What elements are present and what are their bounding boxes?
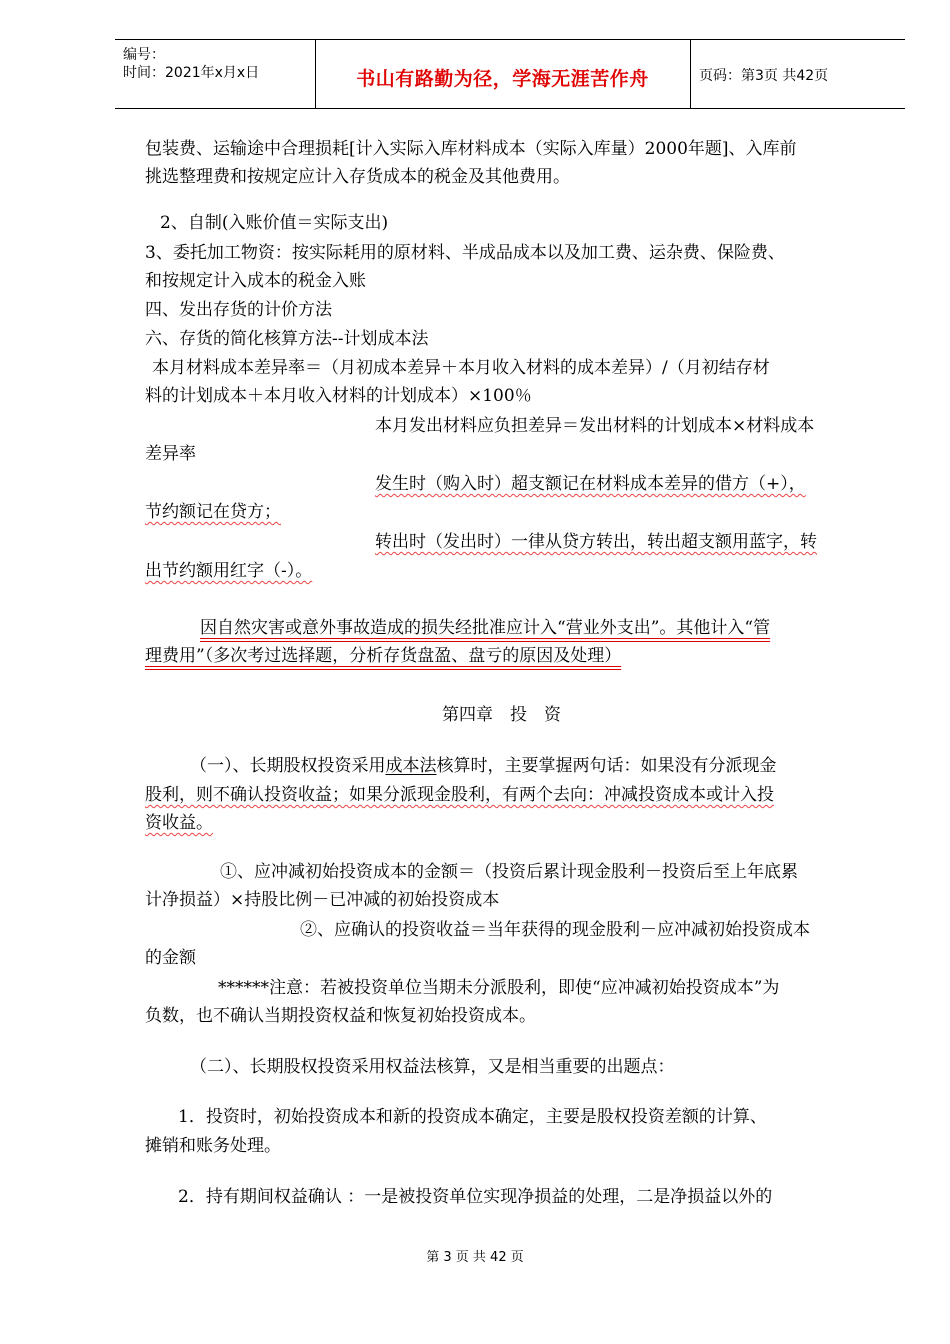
body-line: （二）、长期股权投资采用权益法核算，又是相当重要的出题点： xyxy=(190,1057,675,1077)
body-line: 2．持有期间权益确认 ：一是被投资单位实现净损益的处理，二是净损益以外的 xyxy=(178,1187,773,1207)
chapter-title: 第四章 投 资 xyxy=(442,705,561,725)
body-line: 包装费、运输途中合理损耗[计入实际入库材料成本（实际入库量）2000年题]、入库前 xyxy=(145,139,797,159)
formula-line: 的金额 xyxy=(145,948,196,968)
formula-line: 计净损益）×持股比例－已冲减的初始投资成本 xyxy=(145,890,500,910)
underlined-term: 成本法 xyxy=(385,756,437,776)
page-header xyxy=(115,39,905,109)
line-text: （一）、长期股权投资采用 xyxy=(190,756,386,776)
note-line: 负数，也不确认当期投资权益和恢复初始投资成本。 xyxy=(145,1006,536,1026)
body-line: 1．投资时，初始投资成本和新的投资成本确定，主要是股权投资差额的计算、 xyxy=(178,1107,767,1127)
formula-line: ①、应冲减初始投资成本的金额＝（投资后累计现金股利－投资后至上年底累 xyxy=(220,862,798,882)
document-time-label: 时间：2021年x月x日 xyxy=(123,65,260,81)
body-line: 股利，则不确认投资收益；如果分派现金股利，有两个去向：冲减投资成本或计入投 xyxy=(145,785,774,805)
body-line: 发生时（购入时）超支额记在材料成本差异的借方（+）， xyxy=(375,474,806,494)
line-text: 核算时，主要掌握两句话：如果没有分派现金 xyxy=(436,756,777,776)
body-line: 出节约额用红字（-）。 xyxy=(145,561,313,581)
formula-line: 本月材料成本差异率＝（月初成本差异＋本月收入材料的成本差异）/（月初结存材 xyxy=(152,358,770,378)
formula-line: 料的计划成本＋本月收入材料的计划成本）×100％ xyxy=(145,386,532,406)
section-heading: 六、存货的简化核算方法--计划成本法 xyxy=(145,329,429,349)
body-line: 2、自制(入账价值＝实际支出) xyxy=(160,213,389,233)
formula-line: 差异率 xyxy=(145,444,196,464)
body-line: 挑选整理费和按规定应计入存货成本的税金及其他费用。 xyxy=(145,167,570,187)
page-footer: 第 3 页 共 42 页 xyxy=(426,1250,524,1265)
formula-line: ②、应确认的投资收益＝当年获得的现金股利－应冲减初始投资成本 xyxy=(300,920,810,940)
body-line: 3、委托加工物资：按实际耗用的原材料、半成品成本以及加工费、运杂费、保险费、 xyxy=(145,243,785,263)
section-heading: 四、发出存货的计价方法 xyxy=(145,300,332,320)
body-line: 资收益。 xyxy=(145,813,213,833)
body-line: 节约额记在贷方； xyxy=(145,502,281,522)
body-line: 和按规定计入成本的税金入账 xyxy=(145,271,366,291)
document-number-label: 编号： xyxy=(123,47,165,63)
highlighted-line: 因自然灾害或意外事故造成的损失经批准应计入“营业外支出”。其他计入“管 xyxy=(200,618,771,638)
header-divider xyxy=(690,40,691,108)
body-line: 转出时（发出时）一律从贷方转出，转出超支额用蓝字，转 xyxy=(375,532,817,552)
header-page-label: 页码：第3页 共42页 xyxy=(699,68,829,84)
header-motto: 书山有路勤为径，学海无涯苦作舟 xyxy=(356,68,649,90)
note-line: ******注意：若被投资单位当期未分派股利，即使“应冲减初始投资成本”为 xyxy=(218,978,780,998)
formula-line: 本月发出材料应负担差异＝发出材料的计划成本×材料成本 xyxy=(375,416,815,436)
body-line: 摊销和账务处理。 xyxy=(145,1136,281,1156)
body-line xyxy=(190,755,777,777)
highlighted-line: 理费用”（多次考过选择题，分析存货盘盈、盘亏的原因及处理） xyxy=(145,646,622,666)
